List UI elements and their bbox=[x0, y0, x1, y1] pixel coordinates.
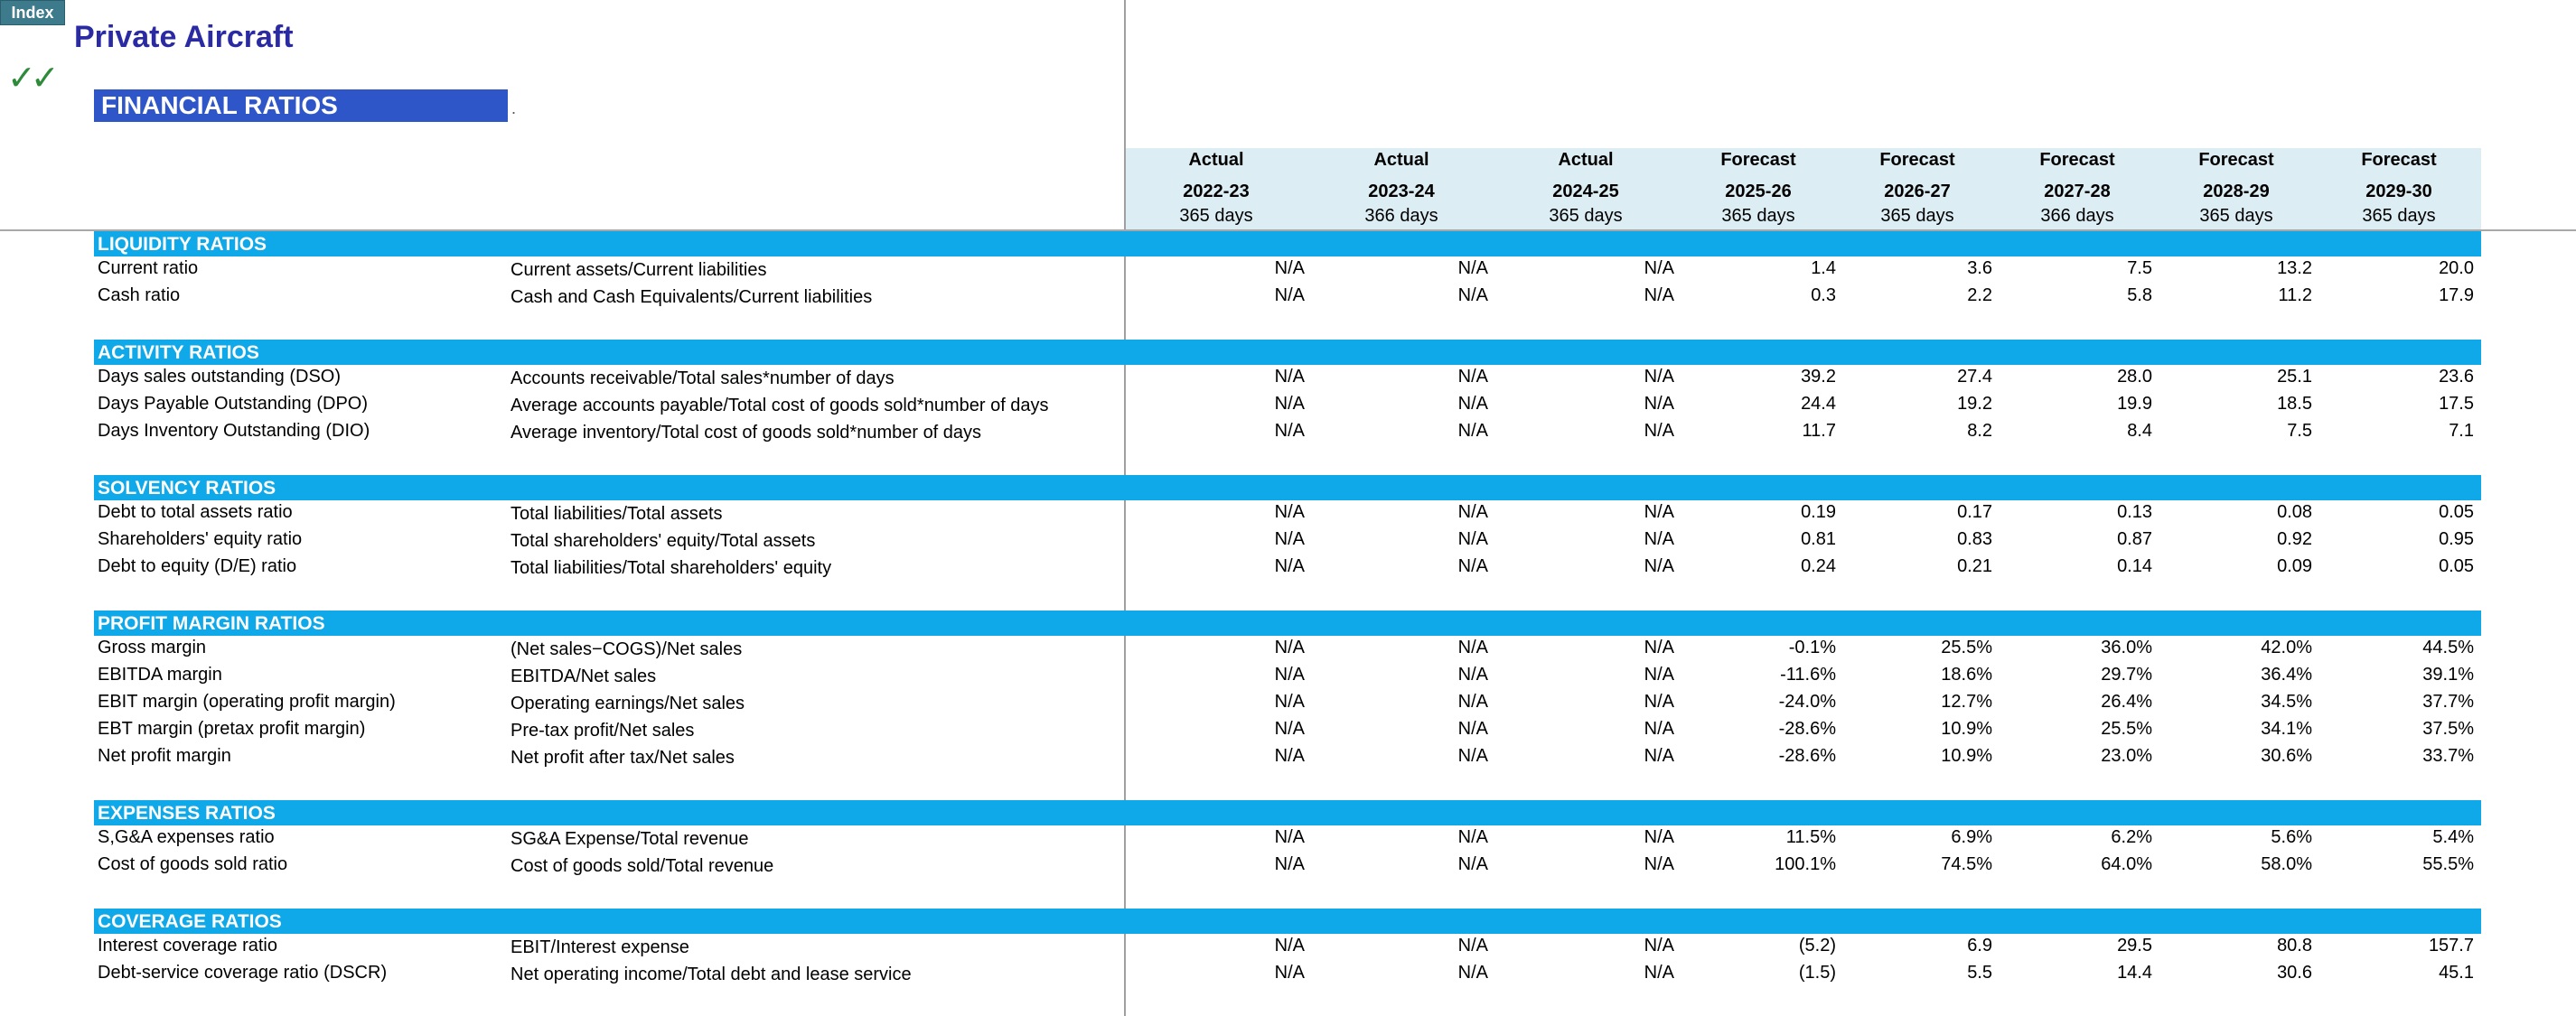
ratio-value: N/A bbox=[1274, 827, 1305, 847]
section-band-title: EXPENSES RATIOS bbox=[98, 803, 276, 824]
section-band-title: ACTIVITY RATIOS bbox=[98, 342, 259, 363]
ratio-value: N/A bbox=[1457, 692, 1488, 712]
column-days: 366 days bbox=[1364, 206, 1438, 226]
ratio-value: 27.4 bbox=[1957, 367, 1992, 387]
column-days: 365 days bbox=[1880, 206, 1954, 226]
ratio-value: 34.1% bbox=[2261, 719, 2312, 739]
ratio-value: N/A bbox=[1274, 529, 1305, 549]
ratio-value: 39.2 bbox=[1801, 367, 1836, 387]
ratio-value: 26.4% bbox=[2101, 692, 2152, 712]
ratio-value: N/A bbox=[1457, 827, 1488, 847]
ratio-value: 80.8 bbox=[2277, 936, 2312, 955]
ratio-value: N/A bbox=[1274, 258, 1305, 278]
ratio-value: N/A bbox=[1644, 827, 1674, 847]
ratio-formula: Total liabilities/Total shareholders' equity bbox=[511, 558, 832, 578]
dot-marker: . bbox=[511, 99, 517, 117]
ratio-value: N/A bbox=[1644, 936, 1674, 955]
section-band bbox=[94, 340, 2481, 365]
column-type: Actual bbox=[1188, 150, 1244, 170]
column-period: 2026-27 bbox=[1884, 182, 1951, 201]
ratio-value: 7.5 bbox=[2127, 258, 2152, 278]
column-period: 2024-25 bbox=[1552, 182, 1619, 201]
ratio-value: -28.6% bbox=[1778, 746, 1836, 766]
ratio-value: 18.6% bbox=[1941, 665, 1992, 685]
ratio-formula: EBIT/Interest expense bbox=[511, 937, 689, 957]
section-band-title: COVERAGE RATIOS bbox=[98, 911, 282, 932]
ratio-formula: Current assets/Current liabilities bbox=[511, 260, 767, 280]
ratio-value: 44.5% bbox=[2422, 638, 2474, 657]
ratio-value: N/A bbox=[1644, 502, 1674, 522]
ratio-value: 24.4 bbox=[1801, 394, 1836, 414]
column-header bbox=[2005, 150, 2150, 227]
ratio-value: N/A bbox=[1457, 936, 1488, 955]
ratio-value: 0.17 bbox=[1957, 502, 1992, 522]
ratio-value: N/A bbox=[1457, 367, 1488, 387]
ratio-formula: Accounts receivable/Total sales*number of days bbox=[511, 368, 895, 388]
app-title: Private Aircraft bbox=[74, 20, 294, 54]
section-band-title: PROFIT MARGIN RATIOS bbox=[98, 613, 325, 634]
ratio-value: N/A bbox=[1457, 502, 1488, 522]
ratio-value: N/A bbox=[1644, 638, 1674, 657]
ratio-value: 36.0% bbox=[2101, 638, 2152, 657]
ratio-value: N/A bbox=[1644, 421, 1674, 441]
ratio-value: N/A bbox=[1457, 854, 1488, 874]
ratio-formula: EBITDA/Net sales bbox=[511, 666, 657, 686]
ratio-value: 58.0% bbox=[2261, 854, 2312, 874]
ratio-value: N/A bbox=[1644, 854, 1674, 874]
column-header bbox=[1144, 150, 1288, 227]
section-title: FINANCIAL RATIOS bbox=[94, 89, 508, 122]
ratio-value: 13.2 bbox=[2277, 258, 2312, 278]
ratio-value: 1.4 bbox=[1811, 258, 1836, 278]
ratio-formula: Average accounts payable/Total cost of goods sold*number of days bbox=[511, 396, 1049, 415]
column-header bbox=[2327, 150, 2471, 227]
ratio-value: 25.1 bbox=[2277, 367, 2312, 387]
ratio-value: 0.92 bbox=[2277, 529, 2312, 549]
ratio-name: Days Inventory Outstanding (DIO) bbox=[98, 421, 370, 441]
column-period: 2028-29 bbox=[2203, 182, 2270, 201]
ratio-value: -11.6% bbox=[1780, 665, 1836, 685]
ratio-name: Days sales outstanding (DSO) bbox=[98, 367, 342, 387]
ratio-value: 6.9% bbox=[1951, 827, 1992, 847]
column-type: Forecast bbox=[1879, 150, 1955, 170]
column-header bbox=[1513, 150, 1658, 227]
index-button[interactable]: Index bbox=[0, 0, 65, 25]
ratio-value: 25.5% bbox=[2101, 719, 2152, 739]
ratio-value: 20.0 bbox=[2439, 258, 2474, 278]
ratio-value: 0.21 bbox=[1957, 556, 1992, 576]
ratio-value: -28.6% bbox=[1778, 719, 1836, 739]
ratio-value: 37.7% bbox=[2422, 692, 2474, 712]
ratio-value: N/A bbox=[1644, 529, 1674, 549]
ratio-value: 39.1% bbox=[2422, 665, 2474, 685]
ratio-value: 25.5% bbox=[1941, 638, 1992, 657]
ratio-value: N/A bbox=[1274, 285, 1305, 305]
column-days: 365 days bbox=[1179, 206, 1253, 226]
ratio-formula: (Net sales−COGS)/Net sales bbox=[511, 639, 743, 659]
ratio-formula: Pre-tax profit/Net sales bbox=[511, 721, 695, 741]
ratio-value: N/A bbox=[1644, 692, 1674, 712]
ratio-value: 14.4 bbox=[2117, 963, 2152, 983]
ratio-value: 45.1 bbox=[2439, 963, 2474, 983]
ratio-value: 7.1 bbox=[2449, 421, 2474, 441]
ratio-value: 34.5% bbox=[2261, 692, 2312, 712]
column-divider bbox=[1124, 0, 1126, 1016]
ratio-value: N/A bbox=[1644, 719, 1674, 739]
ratio-value: 157.7 bbox=[2428, 936, 2474, 955]
ratio-value: N/A bbox=[1644, 285, 1674, 305]
column-period: 2023-24 bbox=[1368, 182, 1435, 201]
ratio-value: 6.2% bbox=[2111, 827, 2152, 847]
ratio-name: Gross margin bbox=[98, 638, 207, 657]
ratio-name: Shareholders' equity ratio bbox=[98, 529, 303, 549]
ratio-value: 10.9% bbox=[1941, 719, 1992, 739]
section-band bbox=[94, 231, 2481, 256]
ratio-value: 0.83 bbox=[1957, 529, 1992, 549]
ratio-value: N/A bbox=[1274, 746, 1305, 766]
ratio-value: 0.95 bbox=[2439, 529, 2474, 549]
ratio-name: Debt-service coverage ratio (DSCR) bbox=[98, 963, 388, 983]
ratio-value: 74.5% bbox=[1941, 854, 1992, 874]
ratio-value: N/A bbox=[1457, 746, 1488, 766]
column-days: 366 days bbox=[2040, 206, 2114, 226]
ratio-name: Cost of goods sold ratio bbox=[98, 854, 288, 874]
ratio-value: 0.24 bbox=[1801, 556, 1836, 576]
ratio-value: 5.6% bbox=[2271, 827, 2312, 847]
ratio-value: N/A bbox=[1457, 638, 1488, 657]
ratio-value: N/A bbox=[1457, 394, 1488, 414]
ratio-value: N/A bbox=[1644, 963, 1674, 983]
section-band-title: LIQUIDITY RATIOS bbox=[98, 234, 267, 255]
ratio-value: 18.5 bbox=[2277, 394, 2312, 414]
ratio-name: Interest coverage ratio bbox=[98, 936, 277, 955]
ratio-value: 28.0 bbox=[2117, 367, 2152, 387]
ratio-value: 2.2 bbox=[1967, 285, 1992, 305]
section-band bbox=[94, 475, 2481, 500]
ratio-value: 23.6 bbox=[2439, 367, 2474, 387]
section-band bbox=[94, 909, 2481, 934]
ratio-name: EBIT margin (operating profit margin) bbox=[98, 692, 396, 712]
ratio-value: N/A bbox=[1644, 556, 1674, 576]
ratio-value: 37.5% bbox=[2422, 719, 2474, 739]
ratio-value: N/A bbox=[1274, 394, 1305, 414]
column-period: 2029-30 bbox=[2365, 182, 2432, 201]
ratio-formula: Cash and Cash Equivalents/Current liabilities bbox=[511, 287, 873, 307]
ratio-value: N/A bbox=[1457, 285, 1488, 305]
ratio-value: 0.81 bbox=[1801, 529, 1836, 549]
ratio-value: N/A bbox=[1274, 854, 1305, 874]
ratio-value: 5.5 bbox=[1967, 963, 1992, 983]
ratio-value: 6.9 bbox=[1967, 936, 1992, 955]
ratio-value: 0.05 bbox=[2439, 502, 2474, 522]
ratio-formula: Cost of goods sold/Total revenue bbox=[511, 856, 774, 876]
ratio-value: 0.13 bbox=[2117, 502, 2152, 522]
ratio-value: N/A bbox=[1457, 258, 1488, 278]
ratio-value: -24.0% bbox=[1778, 692, 1836, 712]
ratio-value: 36.4% bbox=[2261, 665, 2312, 685]
ratio-formula: Average inventory/Total cost of goods sold*number of days bbox=[511, 423, 982, 443]
ratio-value: 29.7% bbox=[2101, 665, 2152, 685]
ratio-name: EBITDA margin bbox=[98, 665, 222, 685]
ratio-value: 0.87 bbox=[2117, 529, 2152, 549]
ratio-value: N/A bbox=[1274, 367, 1305, 387]
ratio-value: 11.2 bbox=[2278, 285, 2312, 305]
ratio-value: N/A bbox=[1457, 529, 1488, 549]
ratio-value: 0.14 bbox=[2117, 556, 2152, 576]
ratio-value: N/A bbox=[1274, 719, 1305, 739]
ratio-value: 11.5% bbox=[1785, 827, 1836, 847]
ratio-name: Debt to total assets ratio bbox=[98, 502, 293, 522]
ratio-value: 3.6 bbox=[1967, 258, 1992, 278]
column-days: 365 days bbox=[1721, 206, 1795, 226]
column-header bbox=[1329, 150, 1474, 227]
ratio-value: N/A bbox=[1457, 421, 1488, 441]
column-type: Forecast bbox=[2361, 150, 2437, 170]
ratio-value: 8.4 bbox=[2127, 421, 2152, 441]
ratio-name: S,G&A expenses ratio bbox=[98, 827, 275, 847]
ratio-value: 42.0% bbox=[2261, 638, 2312, 657]
ratio-value: 0.09 bbox=[2277, 556, 2312, 576]
ratio-value: (5.2) bbox=[1798, 936, 1836, 955]
ratio-value: N/A bbox=[1644, 394, 1674, 414]
column-days: 365 days bbox=[2362, 206, 2436, 226]
ratio-value: 29.5 bbox=[2117, 936, 2152, 955]
ratio-value: 12.7% bbox=[1941, 692, 1992, 712]
ratio-value: 5.8 bbox=[2127, 285, 2152, 305]
column-type: Actual bbox=[1373, 150, 1429, 170]
ratio-value: 10.9% bbox=[1941, 746, 1992, 766]
ratio-value: N/A bbox=[1457, 665, 1488, 685]
ratio-value: N/A bbox=[1457, 719, 1488, 739]
column-type: Forecast bbox=[2198, 150, 2274, 170]
ratio-value: 5.4% bbox=[2432, 827, 2474, 847]
ratio-name: Net profit margin bbox=[98, 746, 231, 766]
ratio-value: 100.1% bbox=[1775, 854, 1836, 874]
column-period: 2027-28 bbox=[2044, 182, 2111, 201]
ratio-value: 7.5 bbox=[2287, 421, 2312, 441]
column-header bbox=[2164, 150, 2309, 227]
column-period: 2025-26 bbox=[1725, 182, 1792, 201]
ratio-value: N/A bbox=[1457, 963, 1488, 983]
column-type: Actual bbox=[1558, 150, 1614, 170]
section-band-title: SOLVENCY RATIOS bbox=[98, 478, 276, 499]
ratio-value: 55.5% bbox=[2422, 854, 2474, 874]
ratio-name: Current ratio bbox=[98, 258, 199, 278]
ratio-name: Debt to equity (D/E) ratio bbox=[98, 556, 297, 576]
column-header bbox=[1686, 150, 1831, 227]
ratio-value: N/A bbox=[1274, 665, 1305, 685]
column-type: Forecast bbox=[1720, 150, 1796, 170]
ratio-formula: Net operating income/Total debt and lease service bbox=[511, 965, 912, 984]
ratio-value: N/A bbox=[1644, 746, 1674, 766]
ratio-value: N/A bbox=[1644, 367, 1674, 387]
ratio-value: N/A bbox=[1274, 963, 1305, 983]
ratio-name: Days Payable Outstanding (DPO) bbox=[98, 394, 369, 414]
column-period: 2022-23 bbox=[1183, 182, 1250, 201]
ratio-value: -0.1% bbox=[1788, 638, 1836, 657]
section-band bbox=[94, 611, 2481, 636]
ratio-value: 23.0% bbox=[2101, 746, 2152, 766]
ratio-value: N/A bbox=[1644, 665, 1674, 685]
ratio-value: 30.6% bbox=[2261, 746, 2312, 766]
ratio-value: 0.3 bbox=[1811, 285, 1836, 305]
ratio-name: Cash ratio bbox=[98, 285, 181, 305]
check-mark-icon: ✓✓ bbox=[7, 60, 54, 98]
ratio-value: 8.2 bbox=[1967, 421, 1992, 441]
ratio-name: EBT margin (pretax profit margin) bbox=[98, 719, 366, 739]
column-days: 365 days bbox=[1549, 206, 1623, 226]
ratio-value: 0.19 bbox=[1801, 502, 1836, 522]
ratio-formula: Operating earnings/Net sales bbox=[511, 694, 745, 713]
ratio-value: N/A bbox=[1457, 556, 1488, 576]
ratio-value: N/A bbox=[1274, 421, 1305, 441]
ratio-value: N/A bbox=[1274, 502, 1305, 522]
ratio-formula: SG&A Expense/Total revenue bbox=[511, 829, 749, 849]
ratio-value: 30.6 bbox=[2277, 963, 2312, 983]
ratio-value: N/A bbox=[1274, 936, 1305, 955]
ratio-value: 17.9 bbox=[2439, 285, 2474, 305]
ratio-value: N/A bbox=[1274, 556, 1305, 576]
ratio-value: 19.2 bbox=[1957, 394, 1992, 414]
ratio-value: 11.7 bbox=[1802, 421, 1836, 441]
ratio-value: 0.05 bbox=[2439, 556, 2474, 576]
ratio-value: 19.9 bbox=[2117, 394, 2152, 414]
ratio-value: N/A bbox=[1274, 638, 1305, 657]
ratio-value: 64.0% bbox=[2101, 854, 2152, 874]
ratio-formula: Total liabilities/Total assets bbox=[511, 504, 723, 524]
section-band bbox=[94, 800, 2481, 825]
ratio-value: 33.7% bbox=[2422, 746, 2474, 766]
ratio-value: 17.5 bbox=[2439, 394, 2474, 414]
ratio-formula: Net profit after tax/Net sales bbox=[511, 748, 735, 768]
ratio-value: N/A bbox=[1644, 258, 1674, 278]
column-type: Forecast bbox=[2039, 150, 2115, 170]
ratio-value: (1.5) bbox=[1798, 963, 1836, 983]
ratio-value: 0.08 bbox=[2277, 502, 2312, 522]
column-header bbox=[1845, 150, 1990, 227]
column-days: 365 days bbox=[2199, 206, 2273, 226]
ratio-value: N/A bbox=[1274, 692, 1305, 712]
ratio-formula: Total shareholders' equity/Total assets bbox=[511, 531, 816, 551]
